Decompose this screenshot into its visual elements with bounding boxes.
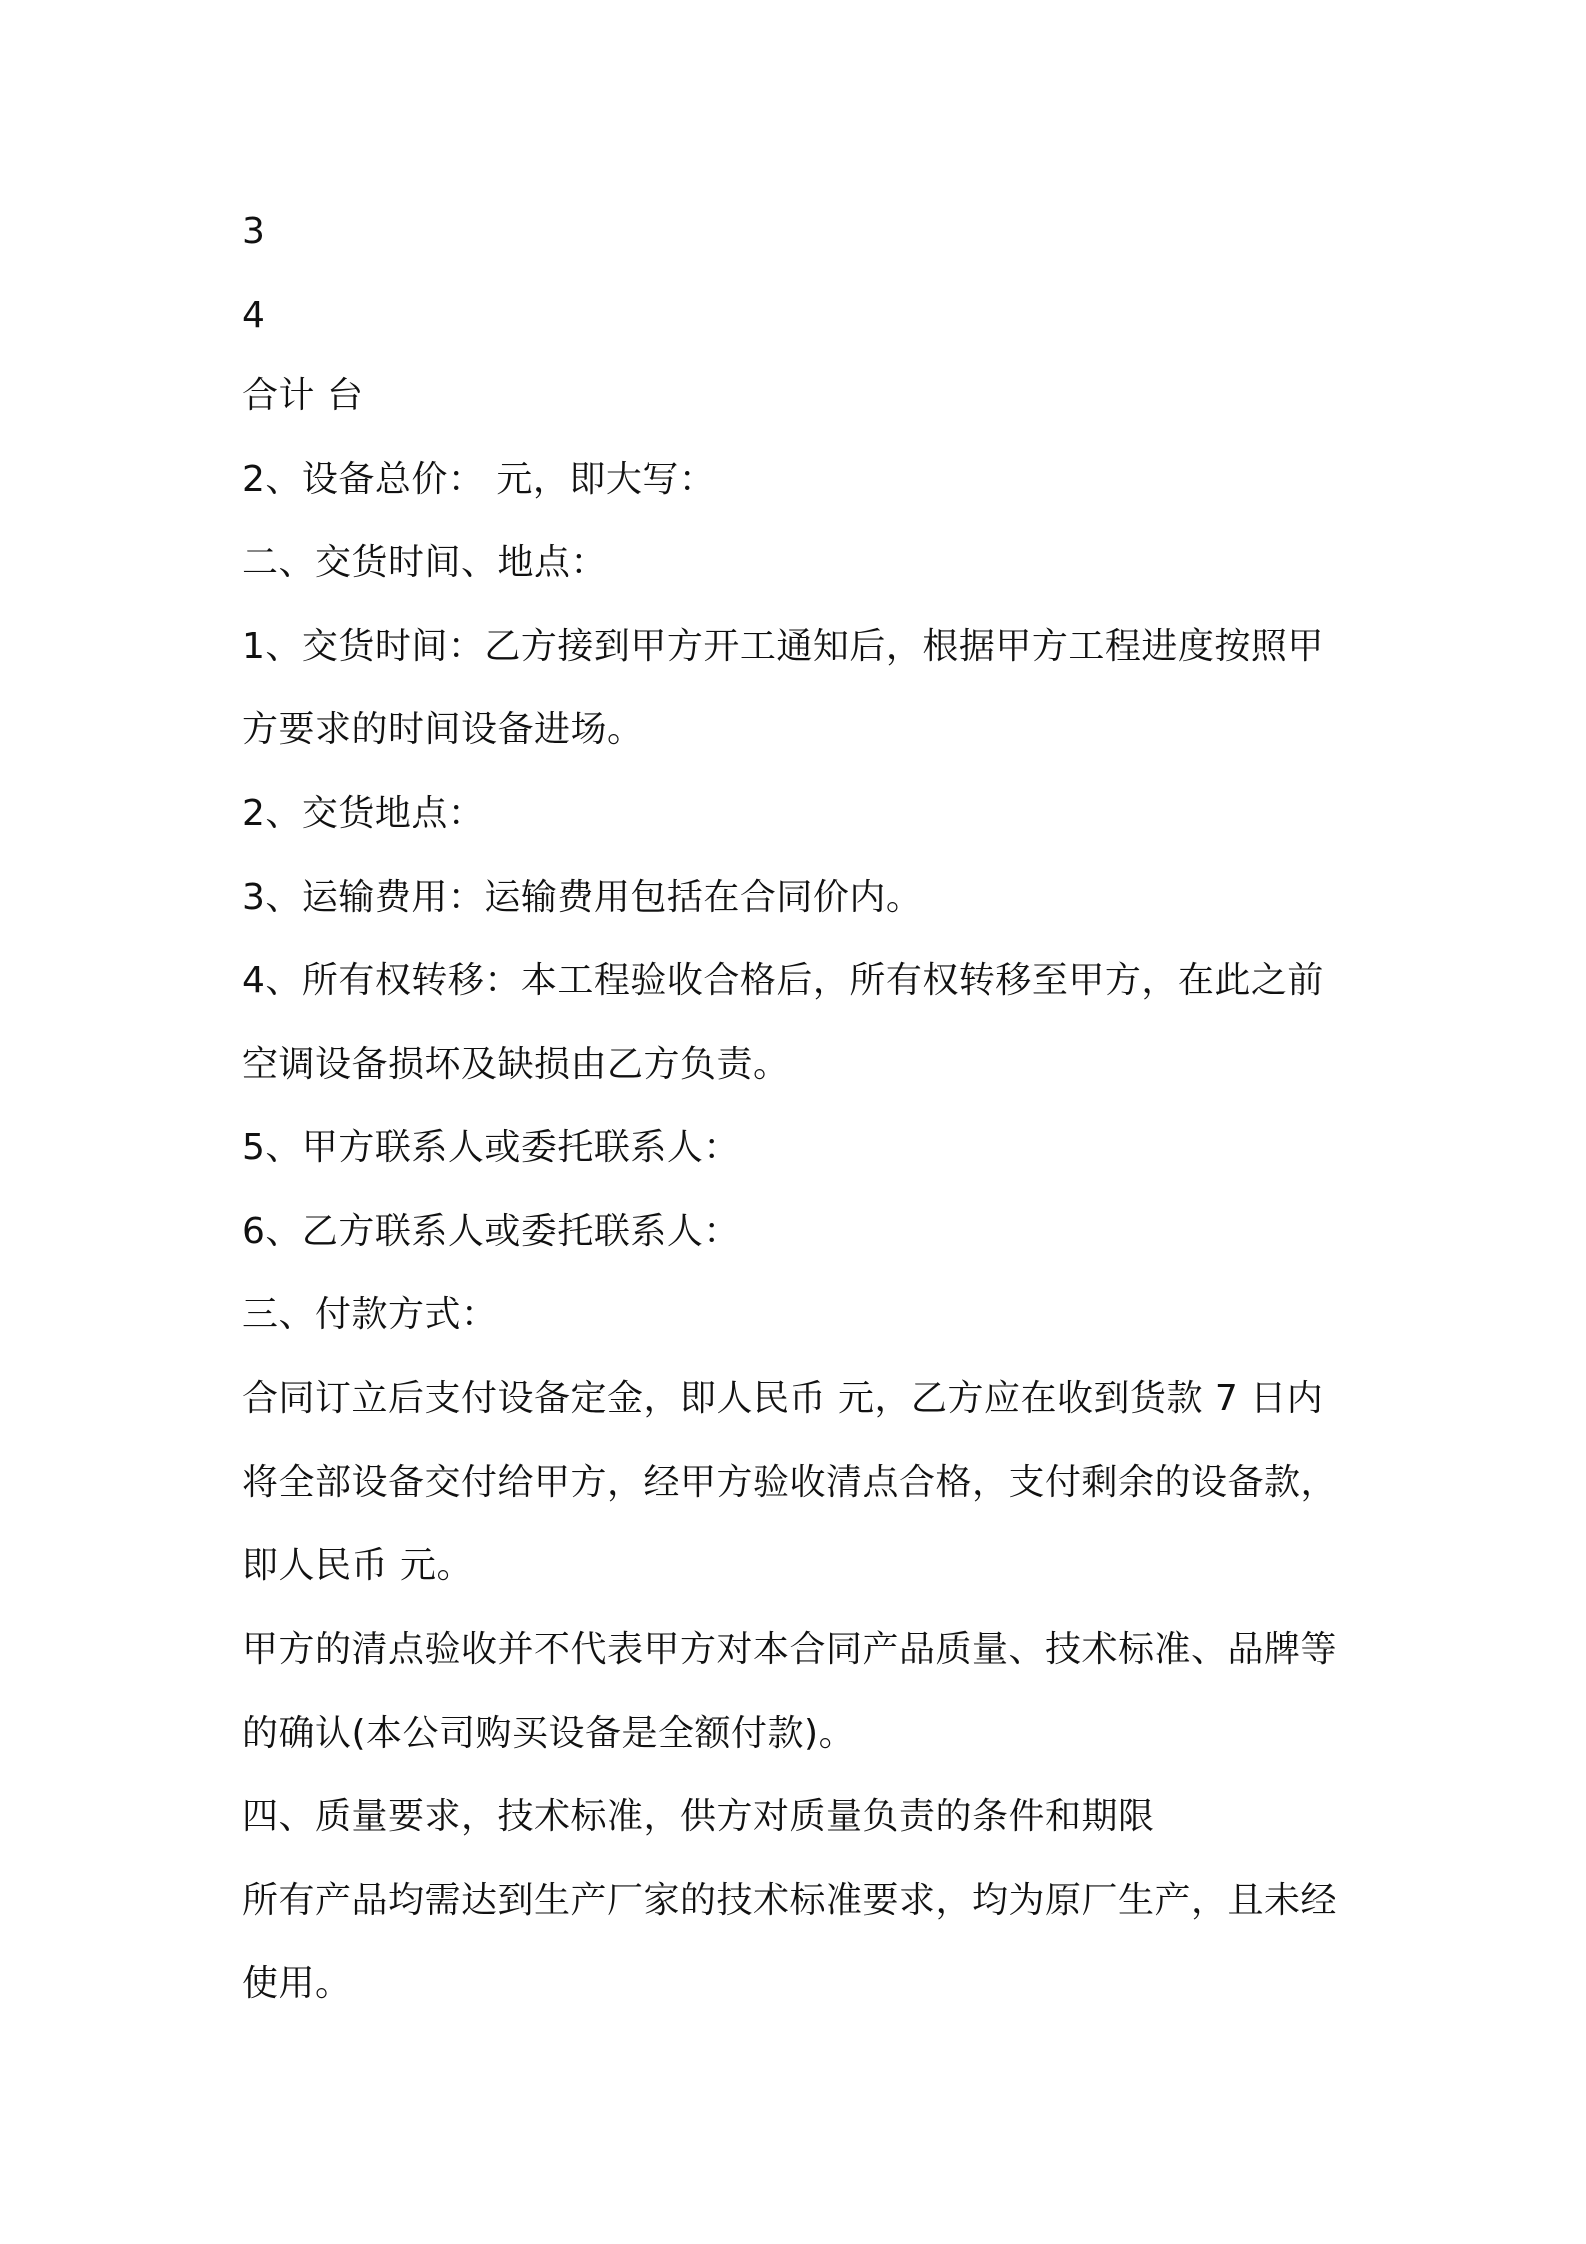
line-3: 3 [242, 211, 266, 252]
quality-requirement-line-2: 使用。 [242, 1963, 352, 2004]
party-b-contact-line: 6、乙方联系人或委托联系人： [242, 1211, 740, 1252]
delivery-time-line-2: 方要求的时间设备进场。 [242, 709, 644, 750]
section-3-heading: 三、付款方式： [242, 1294, 498, 1335]
transport-cost-line: 3、运输费用：运输费用包括在合同价内。 [242, 877, 923, 918]
quality-requirement-line-1: 所有产品均需达到生产厂家的技术标准要求，均为原厂生产，且未经 [242, 1880, 1338, 1921]
payment-line-2: 将全部设备交付给甲方，经甲方验收清点合格，支付剩余的设备款， [242, 1462, 1338, 1503]
ownership-transfer-line-1: 4、所有权转移：本工程验收合格后，所有权转移至甲方，在此之前 [242, 960, 1324, 1001]
delivery-time-line-1: 1、交货时间：乙方接到甲方开工通知后，根据甲方工程进度按照甲 [242, 626, 1324, 667]
payment-line-3: 即人民币 元。 [242, 1545, 473, 1586]
payment-line-1: 合同订立后支付设备定金，即人民币 元，乙方应在收到货款 7 日内 [242, 1378, 1324, 1419]
section-2-heading: 二、交货时间、地点： [242, 542, 608, 583]
delivery-location-line: 2、交货地点： [242, 793, 485, 834]
inspection-line-1: 甲方的清点验收并不代表甲方对本合同产品质量、技术标准、品牌等 [242, 1629, 1338, 1670]
section-4-heading: 四、质量要求，技术标准，供方对质量负责的条件和期限 [242, 1796, 1155, 1837]
line-4: 4 [242, 295, 266, 336]
party-a-contact-line: 5、甲方联系人或委托联系人： [242, 1127, 740, 1168]
equipment-total-price-line: 2、设备总价： 元，即大写： [242, 459, 716, 500]
total-line: 合计 台 [242, 375, 364, 416]
inspection-line-2: 的确认(本公司购买设备是全额付款)。 [242, 1713, 856, 1754]
ownership-transfer-line-2: 空调设备损坏及缺损由乙方负责。 [242, 1044, 790, 1085]
